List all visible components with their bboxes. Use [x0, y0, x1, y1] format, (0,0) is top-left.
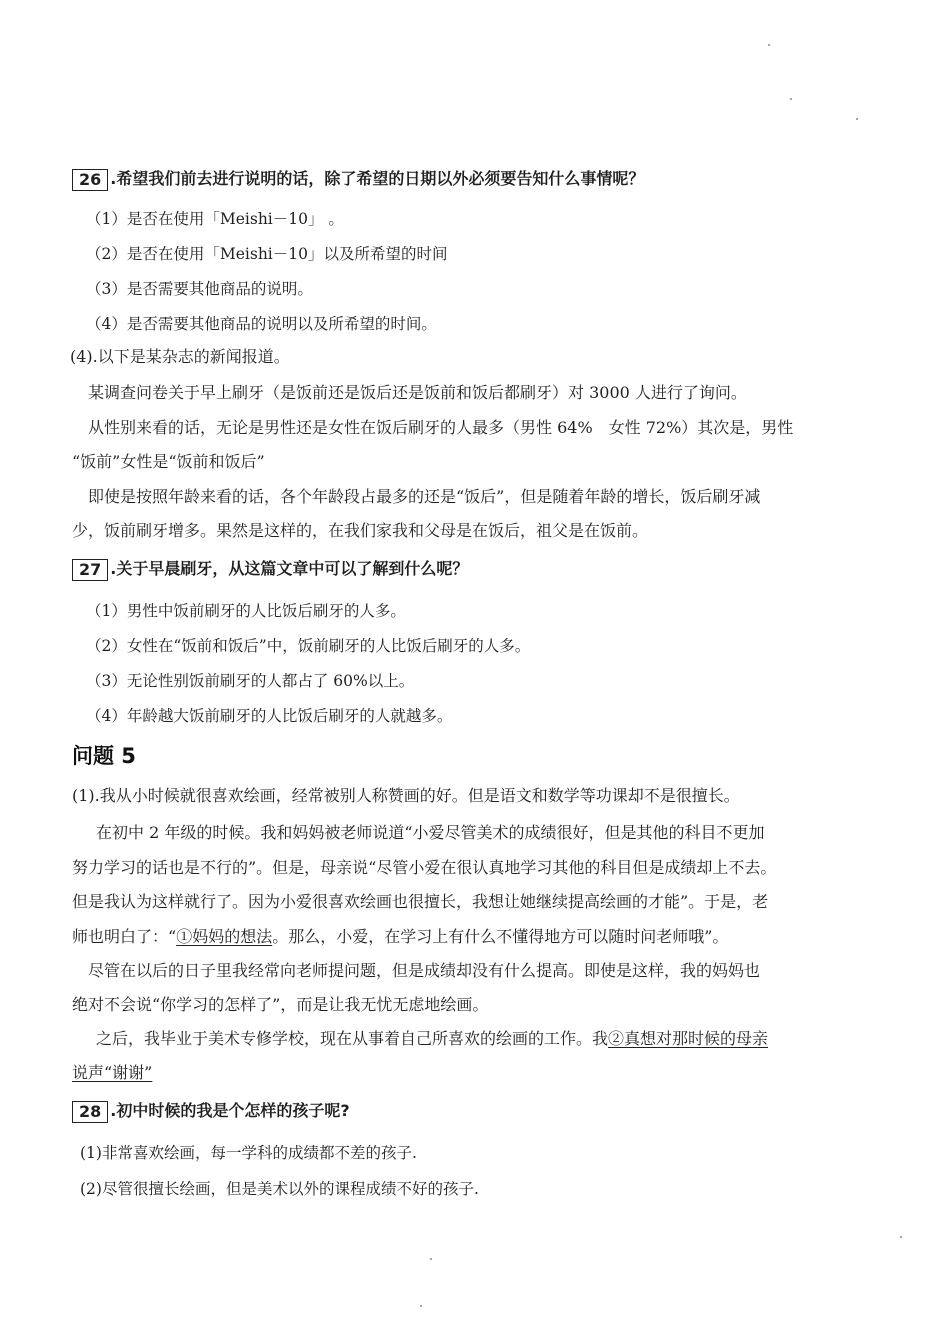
passage-5-line: 尽管在以后的日子里我经常向老师提问题，但是成绩却没有什么提高。即使是这样，我的妈妈也 — [88, 961, 761, 980]
question-28-text: .初中时候的我是个怎样的孩子呢? — [110, 1101, 350, 1120]
passage-5-line — [72, 1062, 152, 1084]
scan-speck — [430, 1258, 432, 1260]
question-27-text: .关于早晨刷牙，从这篇文章中可以了解到什么呢？ — [110, 559, 469, 578]
q28-option-1: (1)非常喜欢绘画，每一学科的成绩都不差的孩子. — [80, 1144, 417, 1162]
question-28 — [72, 1100, 350, 1123]
q27-option-2: （2）女性在“饭前和饭后”中，饭前刷牙的人比饭后刷牙的人多。 — [86, 637, 531, 655]
question-26 — [72, 168, 644, 191]
q26-option-3: （3）是否需要其他商品的说明。 — [86, 280, 313, 298]
line-prefix: 之后，我毕业于美术专修学校，现在从事着自己所喜欢的绘画的工作。我 — [96, 1029, 609, 1048]
passage-4-line: 从性别来看的话，无论是男性还是女性在饭后刷牙的人最多（男性 64% 女性 72%）其次是，男性 — [88, 418, 794, 437]
passage-4-line: 即使是按照年龄来看的话，各个年龄段占最多的还是“饭后”，但是随着年龄的增长，饭后刷牙减 — [88, 487, 761, 506]
passage-4-line: “饭前”女性是“饭前和饭后” — [72, 452, 265, 471]
scan-speck — [420, 1305, 422, 1307]
passage-4-line: 某调查问卷关于早上刷牙（是饭前还是饭后还是饭前和饭后都刷牙）对 3000 人进行了询问。 — [88, 383, 747, 402]
question-number-28: 28 — [72, 1101, 108, 1123]
passage-5-line: 但是我认为这样就行了。因为小爱很喜欢绘画也很擅长，我想让她继续提高绘画的才能”。于是，老 — [72, 892, 769, 911]
passage-5-line: 在初中 2 年级的时候。我和妈妈被老师说道“小爱尽管美术的成绩很好，但是其他的科目不更加 — [96, 823, 765, 842]
passage-4-intro: (4).以下是某杂志的新闻报道。 — [70, 347, 290, 366]
passage-5-line: 绝对不会说“你学习的怎样了”，而是让我无忧无虑地绘画。 — [72, 995, 489, 1014]
passage-4-line: 少，饭前刷牙增多。果然是这样的，在我们家我和父母是在饭后，祖父是在饭前。 — [72, 521, 649, 540]
passage-5-line — [72, 926, 728, 948]
underlined-phrase-2-cont: 说声“谢谢” — [72, 1063, 153, 1082]
q26-option-4: （4）是否需要其他商品的说明以及所希望的时间。 — [86, 315, 437, 333]
q27-option-3: （3）无论性别饭前刷牙的人都占了 60%以上。 — [86, 672, 415, 690]
underlined-phrase-1: ①妈妈的想法 — [176, 927, 273, 946]
q27-option-4: （4）年龄越大饭前刷牙的人比饭后刷牙的人就越多。 — [86, 707, 453, 725]
question-number-27: 27 — [72, 559, 108, 581]
scan-speck — [768, 44, 770, 46]
question-27 — [72, 558, 468, 581]
section-heading: 问题 5 — [72, 744, 136, 768]
passage-5-line: 努力学习的话也是不行的”。但是，母亲说“尽管小爱在很认真地学习其他的科目但是成绩却上不去。 — [72, 858, 777, 877]
underlined-phrase-2: ②真想对那时候的母亲 — [608, 1029, 769, 1048]
q26-option-2: （2）是否在使用「Meishi－10」以及所希望的时间 — [86, 245, 448, 263]
line-suffix: 。那么，小爱，在学习上有什么不懂得地方可以随时问老师哦”。 — [272, 927, 729, 946]
q28-option-2: (2)尽管很擅长绘画，但是美术以外的课程成绩不好的孩子. — [80, 1180, 479, 1198]
scan-speck — [790, 98, 792, 100]
passage-5-intro: (1).我从小时候就很喜欢绘画，经常被别人称赞画的好。但是语文和数学等功课却不是很擅长。 — [72, 786, 740, 805]
q27-option-1: （1）男性中饭前刷牙的人比饭后刷牙的人多。 — [86, 602, 406, 620]
scan-speck — [900, 1236, 902, 1238]
line-prefix: 师也明白了：“ — [72, 927, 177, 946]
passage-5-line — [96, 1028, 768, 1050]
q26-option-1: （1）是否在使用「Meishi－10」 。 — [86, 210, 344, 228]
question-number-26: 26 — [72, 169, 108, 191]
scan-speck — [856, 118, 858, 120]
question-26-text: .希望我们前去进行说明的话，除了希望的日期以外必须要告知什么事情呢？ — [110, 169, 645, 188]
